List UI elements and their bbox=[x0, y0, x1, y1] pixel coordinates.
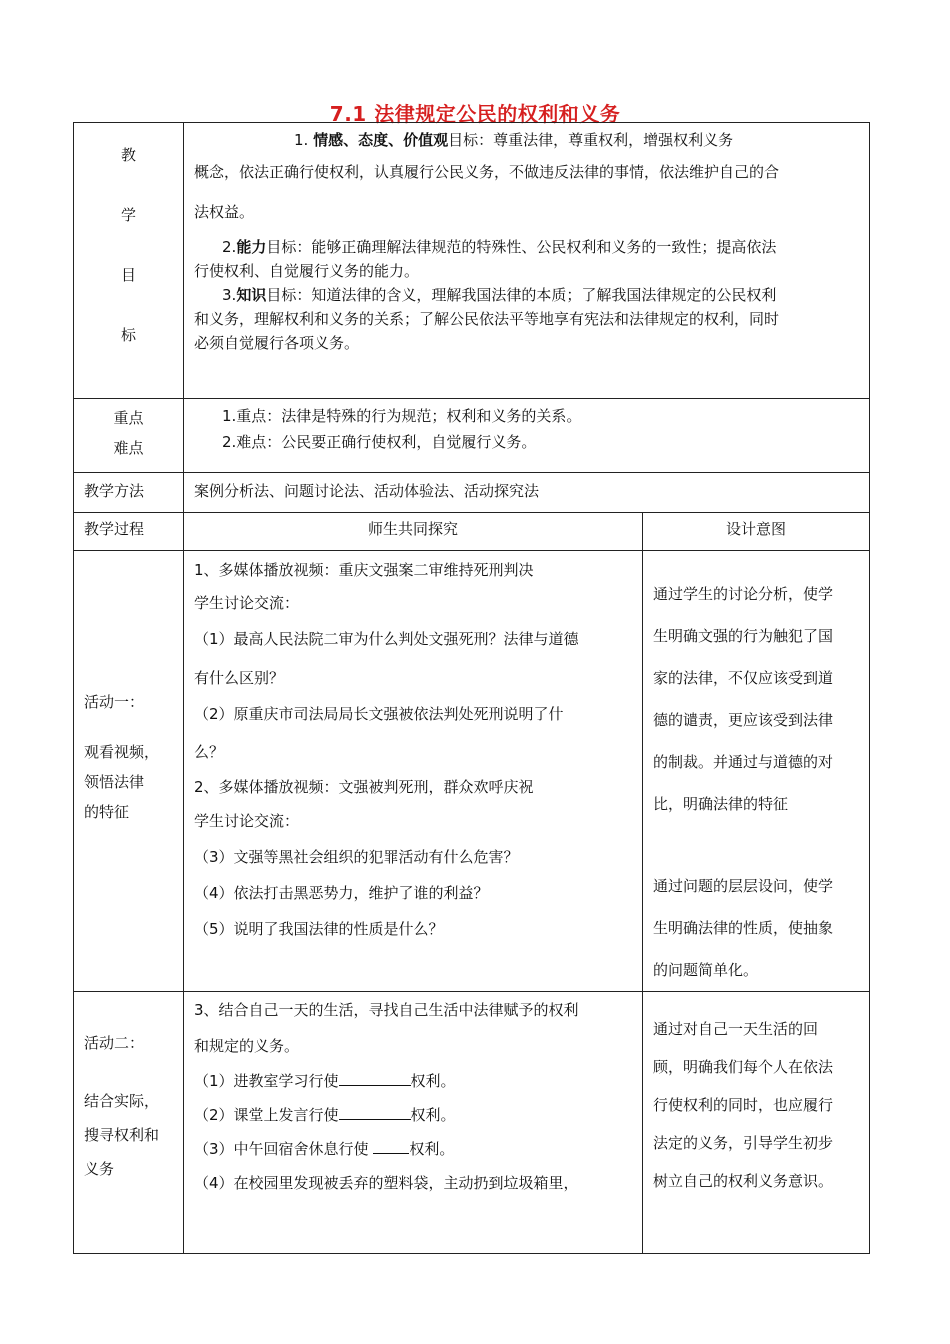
activity-1-intent-line: 生明确文强的行为触犯了国 bbox=[653, 627, 834, 645]
activity-2-intent-line: 法定的义务，引导学生初步 bbox=[653, 1134, 834, 1152]
activity-2-item-text: 权利。 bbox=[409, 1140, 455, 1158]
objectives-label-char: 标 bbox=[120, 326, 136, 344]
activity-1-line: （3）文强等黑社会组织的犯罪活动有什么危害？ bbox=[194, 848, 519, 866]
activity-1-content bbox=[184, 551, 643, 992]
activity-2-line: （4）在校园里发现被丢弃的塑料袋，主动扔到垃圾箱里， bbox=[194, 1174, 579, 1192]
objective-1-line2: 概念，依法正确行使权利，认真履行公民义务，不做违反法律的事情，依法维护自己的合 bbox=[194, 163, 780, 181]
activity-1-line: （5）说明了我国法律的性质是什么？ bbox=[194, 920, 444, 938]
activity-1-intent-line: 的制裁。并通过与道德的对 bbox=[653, 753, 834, 771]
activity-1-intent-line: 比，明确法律的特征 bbox=[653, 795, 789, 813]
objectives-label-char: 教 bbox=[120, 146, 136, 164]
lesson-plan-table bbox=[73, 122, 870, 1254]
activity-1-line: 学生讨论交流： bbox=[194, 594, 300, 612]
activity-1-intent-line: 通过问题的层层设问，使学 bbox=[653, 877, 834, 895]
objective-1-text: 目标：尊重法律，尊重权利，增强权利义务 bbox=[448, 131, 734, 149]
activity-1-line: （1）最高人民法院二审为什么判处文强死刑？法律与道德 bbox=[194, 630, 579, 648]
methods-label: 教学方法 bbox=[74, 473, 184, 513]
objective-3-line2: 和义务，理解权利和义务的关系；了解公民依法平等地享有宪法和法律规定的权利，同时 bbox=[194, 310, 780, 328]
activity-1-label-line: 的特征 bbox=[84, 803, 130, 821]
activity-2-item-text: （1）进教室学习行使 bbox=[194, 1072, 339, 1090]
activity-1-label-line: 观看视频， bbox=[84, 743, 160, 761]
activity-1-line: （2）原重庆市司法局局长文强被依法判处死刑说明了什 bbox=[194, 705, 564, 723]
keypoints-label-key: 重点 bbox=[113, 409, 144, 427]
activity-1-intent-line: 生明确法律的性质，使抽象 bbox=[653, 919, 834, 937]
activity-1-line: （4）依法打击黑恶势力，维护了谁的利益？ bbox=[194, 884, 489, 902]
activity-2-label bbox=[74, 992, 184, 1254]
objective-1 bbox=[194, 129, 859, 155]
objective-3-line3: 必须自觉履行各项义务。 bbox=[194, 334, 360, 352]
activity-1-line: 么？ bbox=[194, 743, 225, 761]
activity-1-intent-line: 的问题简单化。 bbox=[653, 961, 759, 979]
activity-1-line: 1、多媒体播放视频：重庆文强案二审维持死刑判决 bbox=[194, 561, 534, 579]
activity-1-line: 学生讨论交流： bbox=[194, 812, 300, 830]
objective-3-number: 3. bbox=[222, 286, 237, 304]
objective-2-line2: 行使权利、自觉履行义务的能力。 bbox=[194, 262, 420, 280]
process-header-row bbox=[74, 513, 870, 551]
activity-1-label-line: 领悟法律 bbox=[84, 773, 145, 791]
objectives-label-char: 学 bbox=[120, 206, 136, 224]
fill-in-blank[interactable] bbox=[373, 1137, 409, 1154]
activity-1-line: 2、多媒体播放视频：文强被判死刑，群众欢呼庆祝 bbox=[194, 778, 534, 796]
activity-2-item-text: 权利。 bbox=[410, 1106, 456, 1124]
process-header-intent: 设计意图 bbox=[643, 513, 870, 551]
fill-in-blank[interactable] bbox=[339, 1069, 411, 1086]
process-header-explore: 师生共同探究 bbox=[184, 513, 643, 551]
keypoint-line-2: 2.难点：公民要正确行使权利，自觉履行义务。 bbox=[222, 433, 537, 451]
activity-2-label-title: 活动二： bbox=[84, 1034, 145, 1052]
activity-2-intent-line: 树立自己的权利义务意识。 bbox=[653, 1172, 834, 1190]
objectives-label bbox=[74, 123, 184, 399]
activity-2-intent bbox=[643, 992, 870, 1254]
objectives-content bbox=[184, 123, 870, 399]
objective-3-heading: 知识 bbox=[236, 286, 267, 304]
activity-2-item bbox=[194, 1132, 632, 1166]
activity-1-intent-line: 通过学生的讨论分析，使学 bbox=[653, 585, 834, 603]
activity-2-item-text: （3）中午回宿舍休息行使 bbox=[194, 1140, 374, 1158]
objective-3 bbox=[194, 283, 859, 307]
activity-2-item-text: 权利。 bbox=[410, 1072, 456, 1090]
objective-2 bbox=[194, 235, 859, 259]
activity-2-item-text: （2）课堂上发言行使 bbox=[194, 1106, 339, 1124]
activity-1-intent bbox=[643, 551, 870, 992]
activity-2-content bbox=[184, 992, 643, 1254]
objectives-label-char: 目 bbox=[120, 266, 136, 284]
activity-2-line: 和规定的义务。 bbox=[194, 1037, 300, 1055]
objective-1-number: 1. bbox=[294, 131, 309, 149]
activity-2-intent-line: 顾，明确我们每个人在依法 bbox=[653, 1058, 834, 1076]
activity-2-line: 3、结合自己一天的生活，寻找自己生活中法律赋予的权利 bbox=[194, 1001, 579, 1019]
keypoints-content bbox=[184, 399, 870, 473]
document-title: 7.1 法律规定公民的权利和义务 bbox=[329, 102, 621, 126]
fill-in-blank[interactable] bbox=[339, 1103, 411, 1120]
keypoints-label-difficult: 难点 bbox=[113, 439, 144, 457]
keypoints-row bbox=[74, 399, 870, 473]
objective-2-number: 2. bbox=[222, 238, 237, 256]
activity-2-intent-line: 通过对自己一天生活的回 bbox=[653, 1020, 819, 1038]
activity-1-label-title: 活动一： bbox=[84, 693, 145, 711]
methods-content: 案例分析法、问题讨论法、活动体验法、活动探究法 bbox=[184, 473, 870, 513]
objective-3-text: 目标：知道法律的含义，理解我国法律的本质；了解我国法律规定的公民权利 bbox=[266, 286, 777, 304]
activity-2-intent-line: 行使权利的同时，也应履行 bbox=[653, 1096, 834, 1114]
objective-1-line3: 法权益。 bbox=[194, 203, 255, 221]
activity-1-intent-line: 家的法律，不仅应该受到道 bbox=[653, 669, 834, 687]
activity-2-label-line: 结合实际， bbox=[84, 1092, 160, 1110]
activity-1-intent-line: 德的谴责，更应该受到法律 bbox=[653, 711, 834, 729]
keypoints-label bbox=[74, 399, 184, 473]
objective-2-text: 目标：能够正确理解法律规范的特殊性、公民权利和义务的一致性；提高依法 bbox=[266, 238, 777, 256]
keypoint-line-1: 1.重点：法律是特殊的行为规范；权利和义务的关系。 bbox=[222, 407, 582, 425]
activity-1-line: 有什么区别？ bbox=[194, 669, 285, 687]
objectives-row bbox=[74, 123, 870, 399]
activity-1-row bbox=[74, 551, 870, 992]
process-header-stage: 教学过程 bbox=[74, 513, 184, 551]
activity-2-row bbox=[74, 992, 870, 1254]
objective-1-heading: 情感、态度、价值观 bbox=[313, 131, 449, 149]
activity-2-item bbox=[194, 1064, 632, 1098]
activity-1-label bbox=[74, 551, 184, 992]
objective-2-heading: 能力 bbox=[236, 238, 267, 256]
methods-row bbox=[74, 473, 870, 513]
activity-2-item bbox=[194, 1098, 632, 1132]
activity-2-label-line: 搜寻权利和 bbox=[84, 1126, 160, 1144]
activity-2-label-line: 义务 bbox=[84, 1160, 115, 1178]
